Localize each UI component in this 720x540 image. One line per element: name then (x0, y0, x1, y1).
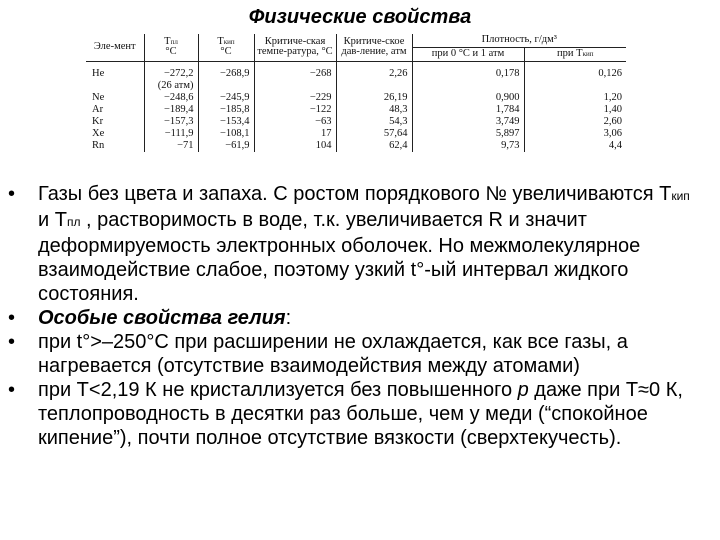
bullet-icon: • (8, 331, 16, 353)
header-critical-pressure: Критиче-ское дав-ление, атм (336, 34, 412, 62)
header-density-stp: при 0 °C и 1 атм (412, 48, 524, 62)
table-row: Rn −71 −61,9 104 62,4 9,73 4,4 (86, 140, 626, 152)
bullet-icon: • (8, 307, 16, 329)
table-row: (26 атм) (86, 80, 626, 92)
bullet-helium-superfluidity: • при T<2,19 К не кристаллизуется без повышенного р даже при T≈0 К, теплопроводность в десятки раз больше, чем у меди (“спокойное кипение”), почти полное отсутствие вязкости (сверхтекучесть). (8, 379, 683, 449)
bullet-list (0, 182, 720, 450)
bullet-icon: • (8, 379, 16, 401)
header-melting-point: Tпл °C (144, 34, 198, 62)
header-density-boiling: при Tкип (524, 48, 626, 62)
bullet-icon: • (8, 183, 16, 205)
table-row: Kr −157,3 −153,4 −63 54,3 3,749 2,60 (86, 116, 626, 128)
table-row: Ne −248,6 −245,9 −229 26,19 0,900 1,20 (86, 92, 626, 104)
table-row: He −272,2 −268,9 −268 2,26 0,178 0,126 (86, 62, 626, 81)
properties-table (86, 34, 626, 176)
header-boiling-point: Tкип °C (198, 34, 254, 62)
header-element: Эле-мент (86, 34, 144, 62)
header-critical-temperature: Критиче-ская темпе-ратура, °C (254, 34, 336, 62)
header-density: Плотность, г/дм³ (412, 34, 626, 48)
bullet-helium-expansion: • при t°>–250°C при расширении не охлаждается, как все газы, а нагревается (отсутствие взаимодействия между атомами) (8, 331, 628, 377)
page-title: Физические свойства (248, 6, 472, 28)
bullet-helium-heading: • Особые свойства гелия: (8, 307, 292, 329)
bullet-noble-gases: • Газы без цвета и запаха. С ростом порядкового № увеличиваются Tкип и Tпл , растворимость в воде, т.к. увеличивается R и значит деформируемость электронных оболочек. Но межмолекулярное взаимодействие слабое, поэтому узкий t°-ый интервал жидкого состояния. (8, 183, 690, 305)
table-row: Xe −111,9 −108,1 17 57,64 5,897 3,06 (86, 128, 626, 140)
table-row: Ar −189,4 −185,8 −122 48,3 1,784 1,40 (86, 104, 626, 116)
